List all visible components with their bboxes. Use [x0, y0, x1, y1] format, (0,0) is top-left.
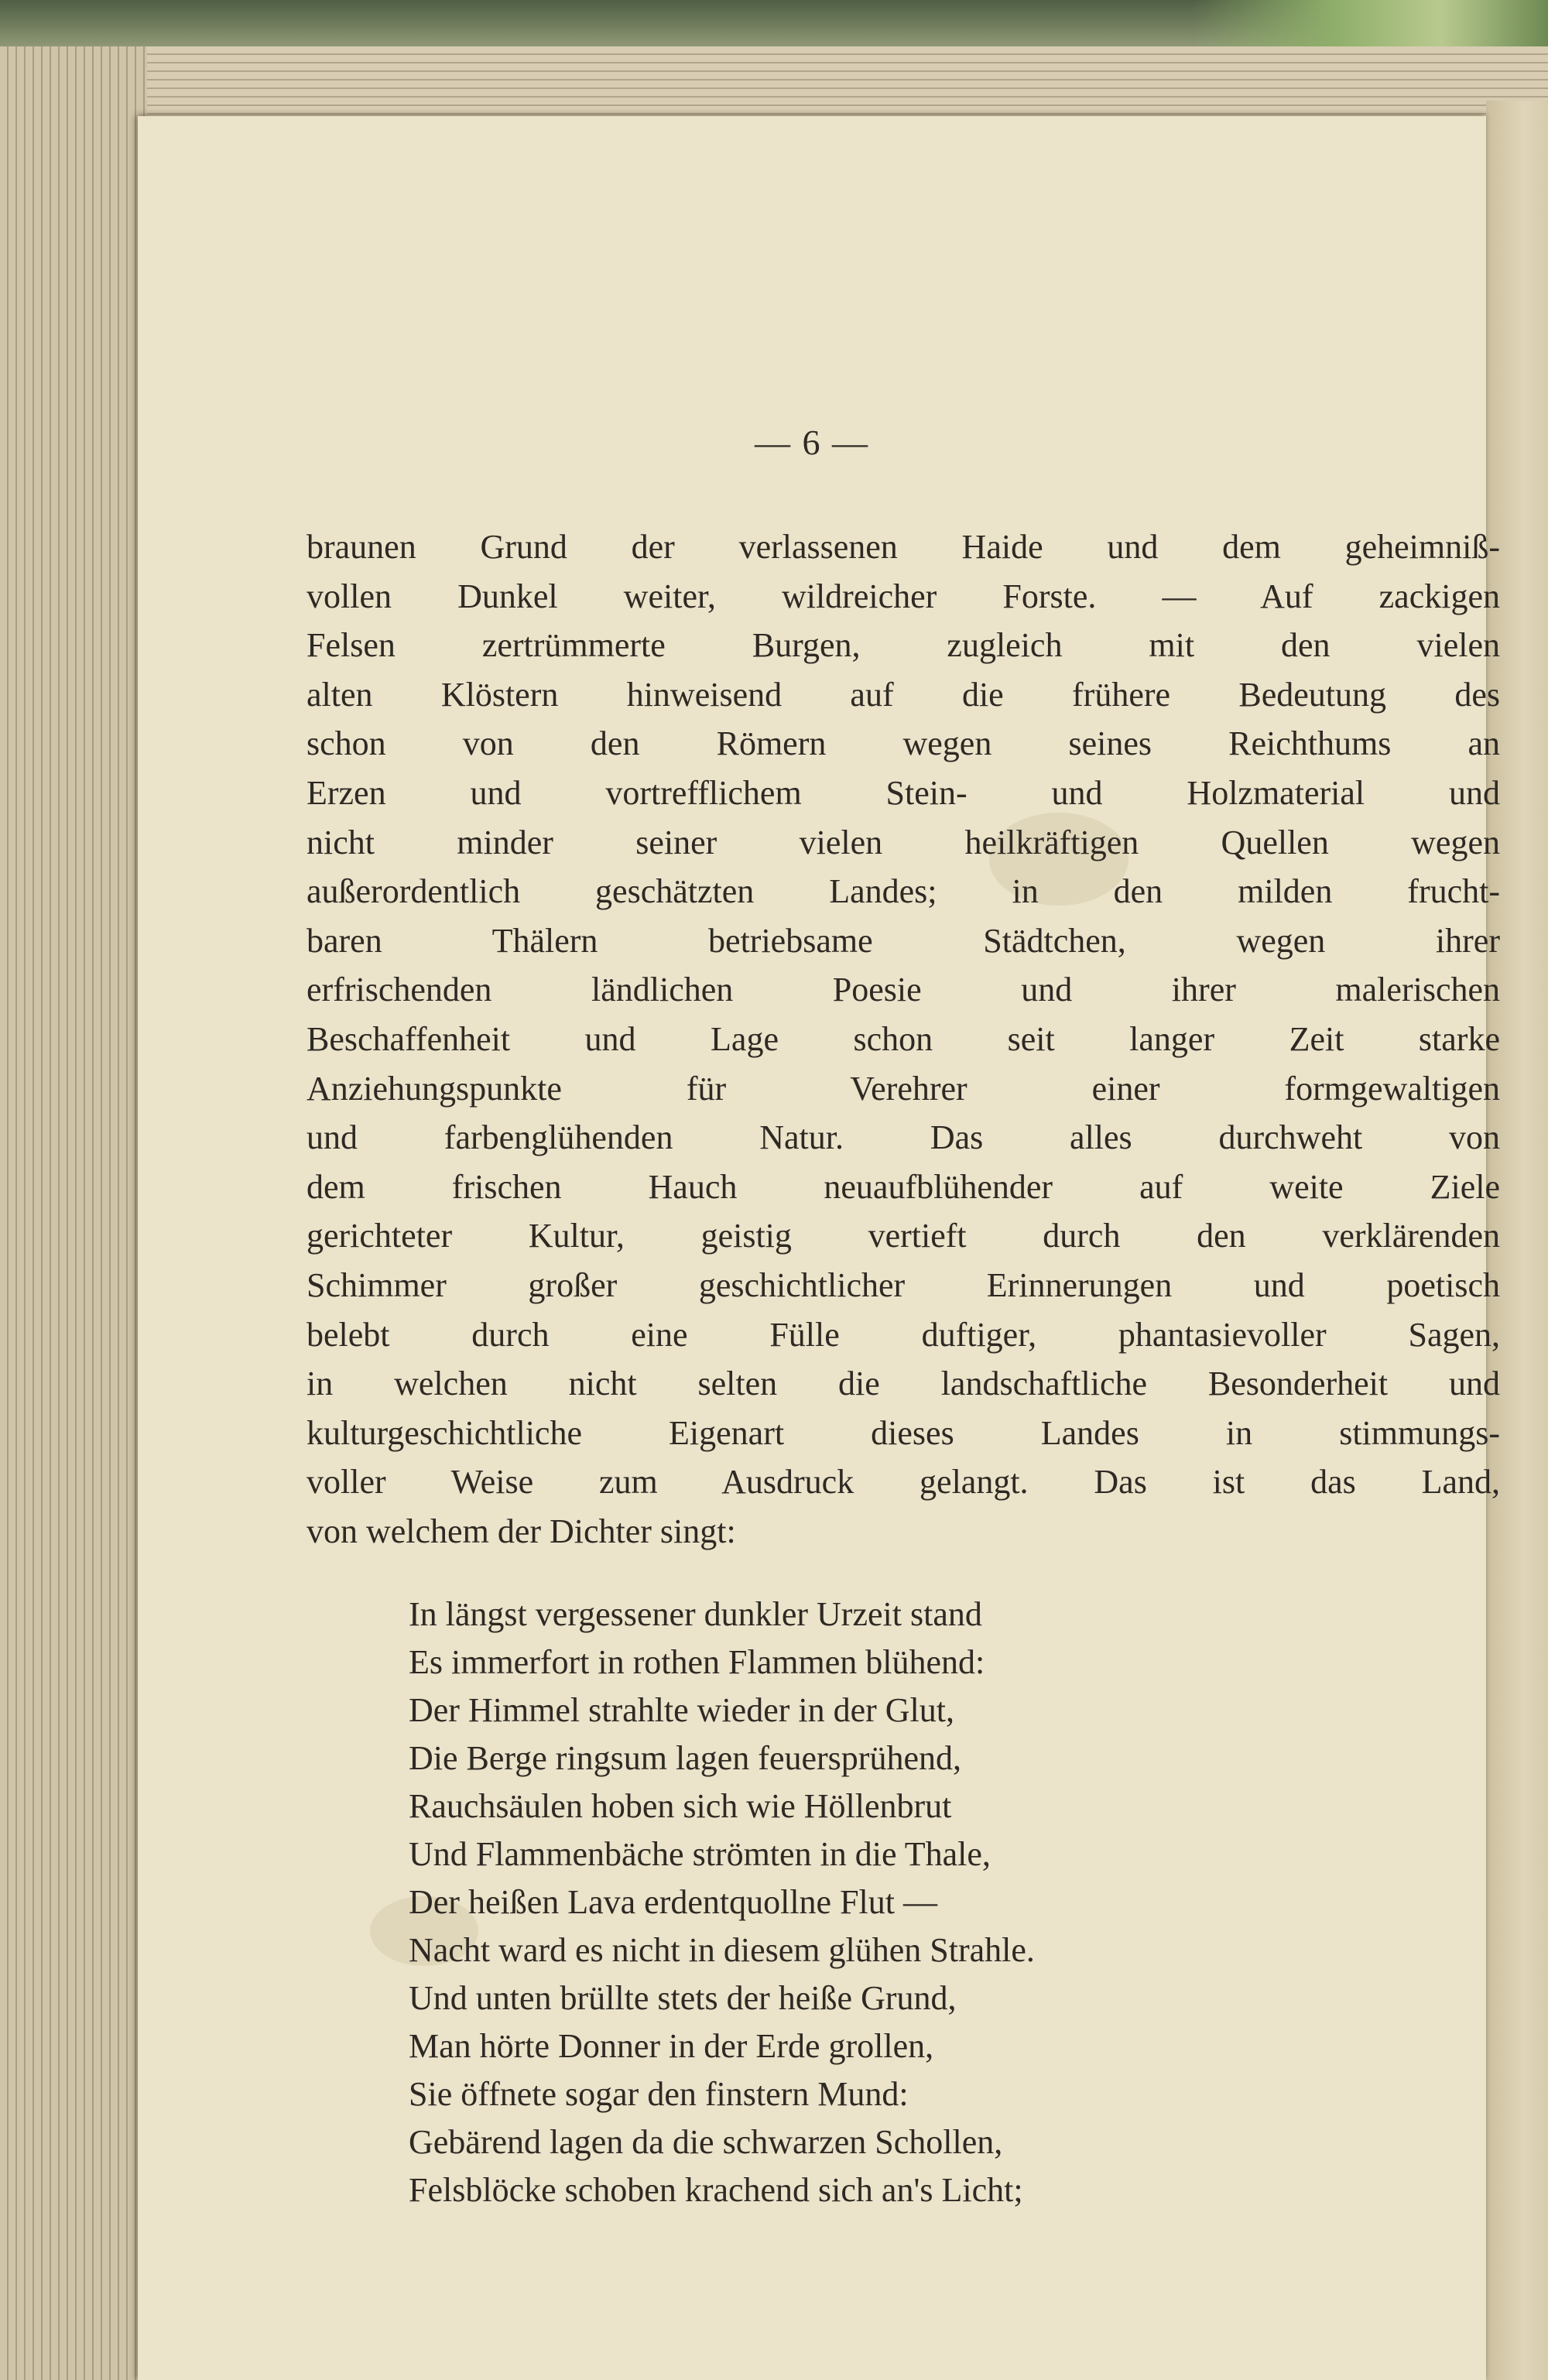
- text-line: gerichteter Kultur, geistig vertieft durch den verklärenden: [307, 1217, 1500, 1255]
- text-line: baren Thälern betriebsame Städtchen, wegen ihrer: [307, 921, 1500, 960]
- text-line: kulturgeschichtliche Eigenart dieses Landes in stimmungs-: [307, 1413, 1500, 1452]
- text-line: schon von den Römern wegen seines Reichthums an: [307, 724, 1500, 763]
- poem-line: Und unten brüllte stets der heiße Grund,: [409, 1979, 957, 2017]
- text-line: erfrischenden ländlichen Poesie und ihrer malerischen: [307, 971, 1500, 1009]
- text-line: Anziehungspunkte für Verehrer einer formgewaltigen: [307, 1069, 1500, 1108]
- text-line: Felsen zertrümmerte Burgen, zugleich mit den vielen: [307, 626, 1500, 665]
- poem-line: Rauchsäulen hoben sich wie Höllenbrut: [409, 1787, 952, 1825]
- text-line: nicht minder seiner vielen heilkräftigen Quellen wegen: [307, 823, 1500, 861]
- text-line: braunen Grund der verlassenen Haide und dem geheimniß-: [307, 528, 1500, 566]
- poem-stanza: [409, 1591, 1454, 2214]
- text-line: dem frischen Hauch neuaufblühender auf weite Ziele: [307, 1167, 1500, 1206]
- page-stack-left-edge: [0, 46, 147, 2380]
- poem-line: Der heißen Lava erdentquollne Flut —: [409, 1883, 938, 1921]
- text-line: vollen Dunkel weiter, wildreicher Forste. — Auf zackigen: [307, 577, 1500, 615]
- poem-line: Der Himmel strahlte wieder in der Glut,: [409, 1691, 955, 1729]
- text-line: Erzen und vortrefflichem Stein- und Holzmaterial und: [307, 773, 1500, 812]
- poem-line: Felsblöcke schoben krachend sich an's Licht;: [409, 2171, 1023, 2209]
- page-number: — 6 —: [755, 423, 869, 462]
- poem-line: Es immerfort in rothen Flammen blühend:: [409, 1643, 985, 1681]
- text-line: von welchem der Dichter singt:: [307, 1512, 736, 1550]
- poem-line: Gebärend lagen da die schwarzen Schollen,: [409, 2123, 1003, 2161]
- poem-line: Und Flammenbäche strömten in die Thale,: [409, 1835, 991, 1873]
- poem-line: In längst vergessener dunkler Urzeit stand: [409, 1595, 982, 1633]
- text-line: und farbenglühenden Natur. Das alles durchweht von: [307, 1118, 1500, 1157]
- text-line: voller Weise zum Ausdruck gelangt. Das ist das Land,: [307, 1463, 1500, 1502]
- text-line: in welchen nicht selten die landschaftliche Besonderheit und: [307, 1365, 1500, 1403]
- poem-line: Sie öffnete sogar den finstern Mund:: [409, 2075, 909, 2113]
- text-line: belebt durch eine Fülle duftiger, phantasievoller Sagen,: [307, 1315, 1500, 1354]
- poem-line: Die Berge ringsum lagen feuersprühend,: [409, 1739, 961, 1777]
- text-line: Beschaffenheit und Lage schon seit langer Zeit starke: [307, 1019, 1500, 1058]
- book-page: [138, 116, 1500, 2380]
- poem-line: Man hörte Donner in der Erde grollen,: [409, 2027, 934, 2065]
- prose-paragraph: [307, 522, 1500, 1556]
- text-line: Schimmer großer geschichtlicher Erinnerungen und poetisch: [307, 1265, 1500, 1304]
- text-line: außerordentlich geschätzten Landes; in den milden frucht-: [307, 872, 1500, 911]
- text-line: alten Klöstern hinweisend auf die frühere Bedeutung des: [307, 675, 1500, 714]
- poem-line: Nacht ward es nicht in diesem glühen Strahle.: [409, 1931, 1035, 1969]
- cover-cloth-strip: [1192, 0, 1548, 46]
